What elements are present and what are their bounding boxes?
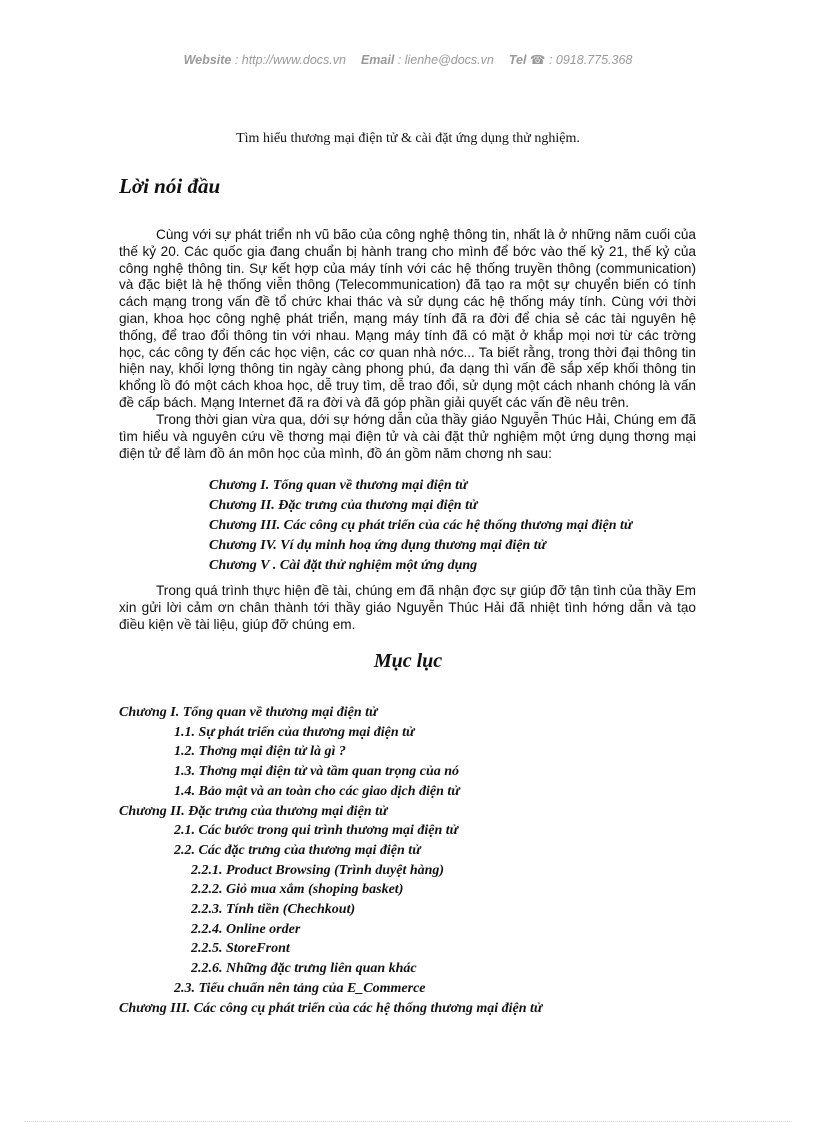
paragraph-text: Trong quá trình thực hiện đề tài, chúng em đã nhận đợc sự giúp đỡ tận tình của thầy Em xin gửi lời cảm ơn chân thành tới thầy giáo Nguyễn Thúc Hải đã nhiệt tình hớng dẫn và tạo điều kiện về tài liệu, giúp đỡ chúng em.: [119, 583, 696, 632]
chapter-item: Chương I. Tổng quan về thương mại điện tử: [209, 478, 468, 493]
toc-section-entry[interactable]: 2.2. Các đặc trưng của thương mại điện tử: [174, 842, 421, 858]
toc-section-entry[interactable]: 1.2. Thơng mại điện tử là gì ?: [174, 744, 346, 760]
toc-subsection-entry[interactable]: 2.2.1. Product Browsing (Trình duyệt hàng): [191, 862, 445, 878]
toc-section-entry[interactable]: 1.3. Thơng mại điện tử và tầm quan trọng của nó: [174, 764, 460, 780]
toc-chapter-entry[interactable]: Chương II. Đặc trưng của thương mại điện tử: [119, 803, 388, 819]
chapter-item: Chương IV. Ví dụ minh hoạ ứng dụng thương mại điện tử: [209, 538, 546, 553]
website-label: Website: [183, 53, 232, 67]
tel-value: : 0918.775.368: [548, 53, 633, 67]
toc-section-entry[interactable]: 2.1. Các bước trong qui trình thương mại điện tử: [174, 823, 459, 839]
email-value[interactable]: : lienhe@docs.vn: [397, 53, 494, 67]
website-value[interactable]: : http://www.docs.vn: [234, 53, 346, 67]
preface-paragraph-2: [119, 412, 696, 462]
chapter-item: Chương V . Cài đặt thử nghiệm một ứng dụng: [209, 558, 478, 573]
toc-subsection-entry[interactable]: 2.2.3. Tính tiền (Chechkout): [191, 902, 356, 918]
toc-chapter-entry[interactable]: Chương I. Tổng quan về thương mại điện tử: [119, 705, 378, 720]
page-header: [0, 52, 816, 67]
chapter-item: Chương II. Đặc trưng của thương mại điện tử: [209, 498, 478, 513]
preface-paragraph-1: [119, 227, 696, 412]
chapter-list: [209, 476, 632, 576]
toc-chapter-entry[interactable]: Chương III. Các công cụ phát triển của các hệ thống thương mại điện tử: [119, 1000, 543, 1016]
email-label: Email: [360, 53, 395, 67]
toc-section-entry[interactable]: 1.1. Sự phát triển của thương mại điện tử: [174, 724, 415, 740]
toc-subsection-entry[interactable]: 2.2.2. Giỏ mua xắm (shoping basket): [191, 882, 404, 898]
preface-paragraph-3: [119, 583, 696, 633]
toc-heading: Mục lục: [373, 650, 443, 672]
document-title: Tìm hiểu thương mại điện tử & cài đặt ứng dụng thử nghiệm.: [236, 131, 580, 146]
toc-subsection-entry[interactable]: 2.2.6. Những đặc trưng liên quan khác: [191, 961, 417, 977]
chapter-item: Chương III. Các công cụ phát triển của các hệ thống thương mại điện tử: [209, 518, 633, 533]
toc-section-entry[interactable]: 1.4. Bảo mật và an toàn cho các giao dịch điện tử: [174, 783, 460, 799]
tel-label: Tel ☎: [508, 53, 546, 67]
paragraph-text: Cùng với sự phát triển nh vũ bão của công nghệ thông tin, nhất là ở những năm cuối của thế kỷ 20. Các quốc gia đang chuẩn bị hành trang cho mình để bớc vào thế kỷ 21, thế kỷ của công nghệ thông tin. Sự kết hợp của máy tính với các hệ thống truyền thông (communication) và đặc biệt là hệ thống viễn thông (Telecommunication) đã tạo ra một sự chuyển biến có tính cách mạng trong vấn đề tổ chức khai thác và sử dụng các hệ thống máy tính. Cùng với thời gian, khoa học công nghệ phát triển, mạng máy tính đã ra đời để chia sẻ các tài nguyên hệ thống, để trao đổi thông tin với nhau. Mạng máy tính đã có mặt ở khắp mọi nơi từ các trờng học, các công ty đến các học viện, các cơ quan nhà nớc... Ta biết rằng, trong thời đại thông tin hiện nay, khối lợng thông tin ngày càng phong phú, đa dạng thì vấn đề sắp xếp khối thông tin khổng lồ đó một cách khoa học, dễ truy tìm, dễ trao đổi, sử dụng một cách nhanh chóng là vấn đề cấp bách. Mạng Internet đã ra đời và đã góp phần giải quyết các vấn đề nêu trên.: [119, 227, 696, 410]
footer-divider: [24, 1121, 792, 1122]
table-of-contents: [119, 703, 542, 1018]
paragraph-text: Trong thời gian vừa qua, dới sự hớng dẫn của thầy giáo Nguyễn Thúc Hải, Chúng em đã tìm hiểu và nguyên cứu về thơng mại điện tử và cài đặt thử nghiệm một ứng dụng thơng mại điện tử để làm đồ án môn học của mình, đồ án gồm năm chơng nh sau:: [119, 412, 696, 461]
preface-heading: Lời nói đầu: [119, 174, 221, 198]
toc-subsection-entry[interactable]: 2.2.4. Online order: [191, 921, 301, 937]
toc-subsection-entry[interactable]: 2.2.5. StoreFront: [191, 941, 290, 957]
toc-section-entry[interactable]: 2.3. Tiểu chuẩn nên tảng của E_Commerce: [174, 980, 426, 996]
